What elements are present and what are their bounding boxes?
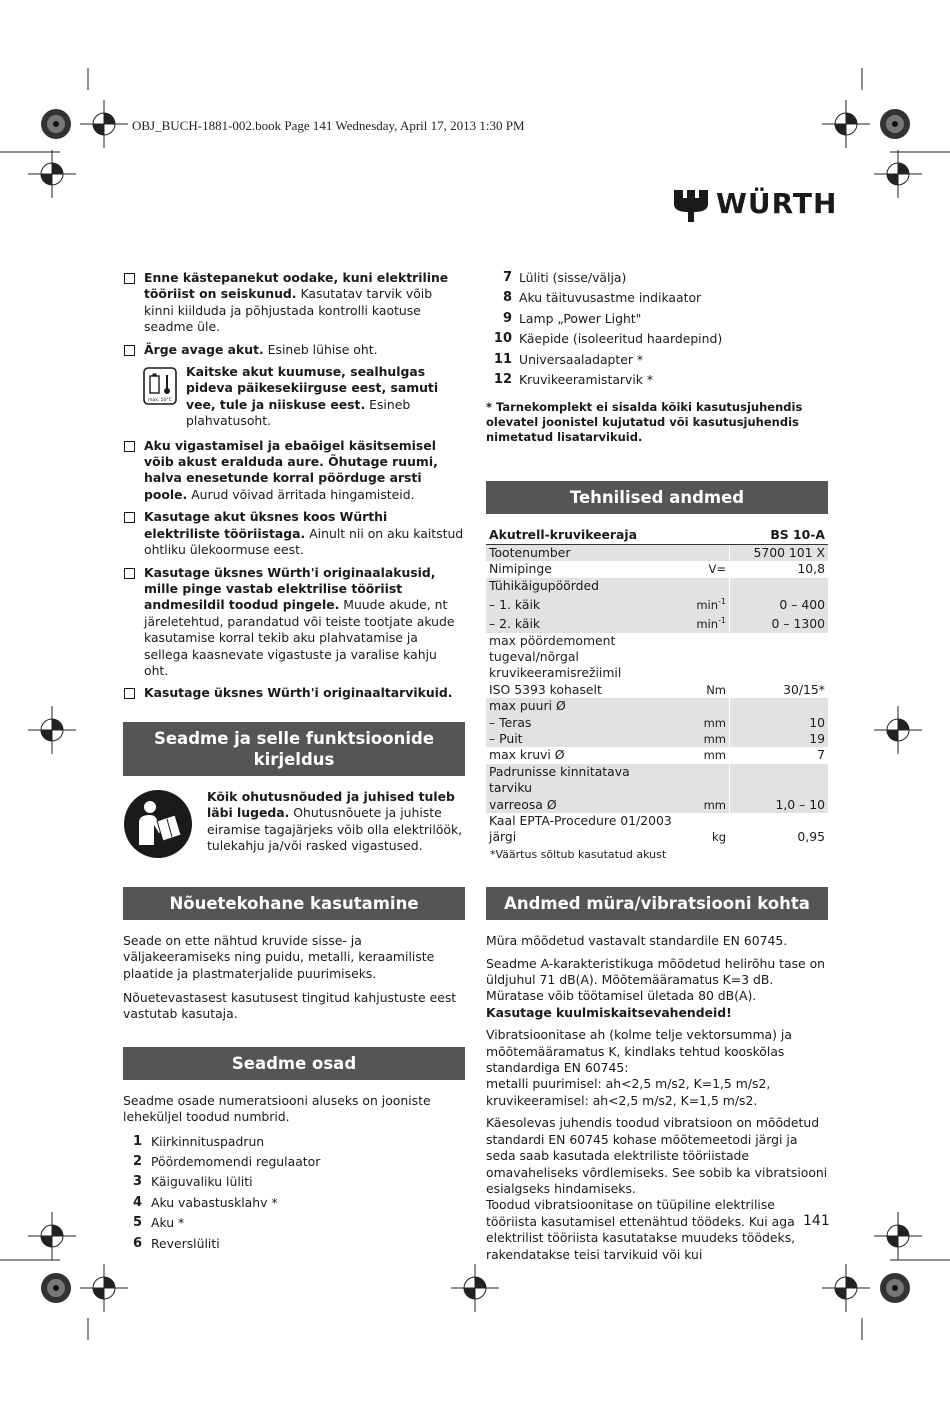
noise-standard: Müra mõõdetud vastavalt standardile EN 60745. <box>486 933 788 949</box>
checkbox-bullet-icon <box>124 345 135 356</box>
read-instructions-notice <box>123 789 465 861</box>
table-row <box>486 829 828 845</box>
item-number: 12 <box>493 372 512 388</box>
checkbox-bullet-icon <box>124 512 135 523</box>
vibration-usage: Toodud vibratsioonitase on tüüpiline elektrilise tööriista kasutamisel ettenähtud töödeks. Kui aga elektrilist tööriista kasutatakse muudeks töödeks, rakendatakse teisi tarvikuid või kui <box>486 1197 796 1262</box>
item-number: 3 <box>133 1174 143 1190</box>
table-row <box>486 682 828 698</box>
item-number: 6 <box>133 1235 143 1251</box>
row-label: Kaal EPTA-Procedure 01/2003 <box>489 813 672 828</box>
safety-bullet <box>123 685 465 701</box>
bullet-bold: Kasutage üksnes Würth'i originaaltarvikuid. <box>144 685 453 701</box>
row-value: 10 <box>730 715 829 731</box>
item-label: Kruvikeeramistarvik * <box>519 372 654 388</box>
table-row <box>486 731 828 747</box>
read-manual-icon <box>123 789 193 859</box>
table-row <box>486 578 828 594</box>
row-value: 7 <box>730 747 829 763</box>
row-value: 0 – 1300 <box>730 613 829 632</box>
bullet-text: Esineb lühise oht. <box>263 341 378 357</box>
item-label: Kiirkinnituspadrun <box>151 1133 265 1149</box>
row-label: järgi <box>489 829 517 845</box>
item-label: Käiguvaliku lüliti <box>151 1174 253 1190</box>
list-item <box>486 352 828 368</box>
vibration-intro: Vibratsioonitase ah (kolme telje vektorsumma) ja mõõtemääramatus K, kindlaks tehtud kooskõlas standardiga EN 60745: <box>486 1027 792 1076</box>
page-number: 141 <box>803 1213 830 1229</box>
warning-text: Esineb plahvatusoht. <box>186 396 411 429</box>
table-row <box>486 797 828 813</box>
noise-exceed: Müratase võib töötamisel ületada 80 dB(A). <box>486 988 757 1004</box>
row-label: Nimipinge <box>489 561 552 577</box>
row-unit: Nm <box>706 682 726 697</box>
icon-label: max. 50°C <box>148 398 172 404</box>
safety-bullet <box>123 342 465 358</box>
item-label: Käepide (isoleeritud haardepind) <box>519 331 723 347</box>
row-value: 0 – 400 <box>730 594 829 613</box>
table-header-row <box>486 527 828 544</box>
section-heading-noise-vibration: Andmed müra/vibratsiooni kohta <box>486 887 828 920</box>
row-value: 30/15* <box>730 682 829 698</box>
wurth-logo-icon <box>674 188 708 222</box>
row-label: varreosa Ø <box>486 797 678 813</box>
checkbox-bullet-icon <box>124 568 135 579</box>
item-number: 2 <box>133 1154 143 1169</box>
row-label: Tühikäigupöörded <box>486 578 678 594</box>
table-footnote: *Väärtus sõltub kasutatud akust <box>490 847 667 861</box>
row-unit: $\min^{-1}$ <box>678 613 730 632</box>
wurth-logo <box>674 187 838 224</box>
read-bold: Kõik ohutusnõuded ja juhised tuleb läbi lugeda. <box>207 788 455 821</box>
battery-temperature-warning-icon <box>143 367 177 405</box>
row-label: ISO 5393 kohaselt <box>489 681 602 697</box>
row-unit: mm <box>678 731 730 747</box>
table-row <box>486 715 828 731</box>
item-label: Aku täituvusastme indikaator <box>519 290 702 306</box>
row-unit: $\min^{-1}$ <box>678 594 730 613</box>
table-row <box>486 544 828 561</box>
parts-intro: Seadme osade numeratsiooni aluseks on jooniste leheküljel toodud numbrid. <box>123 1092 431 1125</box>
item-label: Lamp „Power Light" <box>519 310 642 326</box>
list-item <box>486 311 828 327</box>
table-header-label: Akutrell-kruvikeeraja <box>486 527 678 544</box>
table-row <box>486 764 828 797</box>
table-header-model: BS 10-A <box>730 527 829 544</box>
accessories-footnote: * Tarnekomplekt ei sisalda kõiki kasutusjuhendis olevatel joonistel kujutatud või kasutusjuhendis nimetatud lisatarvikuid. <box>486 400 803 445</box>
item-number: 10 <box>493 331 512 347</box>
bullet-text: Muude akude, nt järeletehtud, parandatud või teiste tootjate akude kasutamise korral tekib aku plahvatamise ja sellega kaasnevate vigastuste ja varalise kahju oht. <box>144 597 455 678</box>
table-row <box>486 813 828 829</box>
item-number: 1 <box>133 1133 143 1149</box>
heat-warning <box>123 364 465 430</box>
item-label: Reverslüliti <box>151 1235 220 1251</box>
row-value: 0,95 <box>730 829 829 845</box>
item-number: 5 <box>133 1215 143 1231</box>
item-label: Aku vabastusklahv * <box>151 1194 278 1210</box>
row-value: 1,0 – 10 <box>730 797 829 813</box>
noise-level: Seadme A-karakteristikuga mõõdetud helirõhu tase on üldjuhul 71 dB(A). Mõõtemääramatus K=3 dB. <box>486 955 826 988</box>
read-text: Ohutusnõuete ja juhiste eiramise tagajärjeks võib olla elektrilöök, tulekahju ja/või rasked vigastused. <box>207 805 463 853</box>
liability-paragraph: Nõuetevastasest kasutusest tingitud kahjustuste eest vastutab kasutaja. <box>123 989 457 1022</box>
list-item <box>133 1195 465 1211</box>
section-heading-description: Seadme ja selle funktsioonide kirjeldus <box>123 722 465 776</box>
vibration-screwdriving: kruvikeeramisel: ah<2,5 m/s2, K=1,5 m/s2. <box>486 1092 758 1108</box>
checkbox-bullet-icon <box>124 441 135 452</box>
row-label: max kruvi Ø <box>489 747 565 763</box>
row-label: Tootenumber <box>486 544 678 561</box>
technical-data-table <box>486 527 828 845</box>
list-item <box>133 1236 465 1252</box>
list-item <box>486 331 828 347</box>
section-heading-intended-use: Nõuetekohane kasutamine <box>123 887 465 920</box>
intended-use-paragraph: Seade on ette nähtud kruvide sisse- ja väljakeeramiseks ning puidu, metalli, keraamiliste plaatide ja plastmaterjalide puurimiseks. <box>123 932 435 981</box>
bullet-text: Aurud võivad ärritada hingamisteid. <box>187 486 415 502</box>
row-unit: V= <box>708 562 726 577</box>
bullet-bold: Kasutage üksnes Würth'i originaalakusid, mille pinge vastab elektrilise tööriist andmesildil toodud pingele. <box>144 564 436 613</box>
list-item <box>486 372 828 388</box>
row-value: 19 <box>730 731 829 747</box>
table-row <box>486 633 828 682</box>
table-row <box>486 561 828 577</box>
item-label: Lüliti (sisse/välja) <box>519 270 627 285</box>
warning-bold: Kaitske akut kuumuse, sealhulgas pideva päikesekiirguse eest, samuti vee, tule ja niiskuse eest. <box>186 364 439 412</box>
list-item <box>486 270 828 286</box>
table-row <box>486 747 828 763</box>
row-label: Padrunisse kinnitatava tarviku <box>486 764 678 797</box>
row-value: 10,8 <box>730 561 829 577</box>
bullet-text: Ainult nii on aku kaitstud ohtliku ülekoormuse eest. <box>144 525 464 558</box>
item-number: 11 <box>493 351 512 367</box>
table-row <box>486 613 828 632</box>
vibration-drilling: metalli puurimisel: ah<2,5 m/s2, K=1,5 m/s2, <box>486 1076 771 1092</box>
item-label: Universaaladapter * <box>519 351 644 367</box>
table-row <box>486 594 828 613</box>
bullet-bold: Ärge avage akut. <box>144 341 264 357</box>
table-row <box>486 698 828 714</box>
row-unit: mm <box>703 748 726 763</box>
bullet-bold: Kasutage akut üksnes koos Würthi elektriliste tööriistaga. <box>144 509 388 541</box>
row-label: – Teras <box>486 715 678 731</box>
row-label: max puuri Ø <box>486 698 678 714</box>
list-item <box>133 1134 465 1150</box>
safety-bullet <box>123 509 465 558</box>
bullet-bold: Aku vigastamisel ja ebaõigel käsitsemisel võib akust eralduda aure. Õhutage ruumi, halva enesetunde korral pöörduge arsti poole. <box>144 437 438 502</box>
row-value: 5700 101 X <box>730 544 829 561</box>
section-heading-technical-data: Tehnilised andmed <box>486 481 828 514</box>
bullet-bold: Enne kästepanekut oodake, kuni elektriline tööriist on seiskunud. <box>144 270 449 302</box>
hearing-protection-notice: Kasutage kuulmiskaitsevahendeid! <box>486 1004 732 1020</box>
list-item <box>133 1154 465 1170</box>
section-heading-parts: Seadme osad <box>123 1047 465 1080</box>
item-label: Aku * <box>151 1215 185 1231</box>
checkbox-bullet-icon <box>124 273 135 284</box>
item-number: 9 <box>502 310 512 326</box>
list-item <box>486 290 828 306</box>
row-label: – Puit <box>486 731 678 747</box>
item-number: 4 <box>133 1194 143 1210</box>
safety-bullet <box>123 565 465 680</box>
list-item <box>133 1174 465 1190</box>
safety-bullet <box>123 270 465 336</box>
print-header: OBJ_BUCH-1881-002.book Page 141 Wednesday, April 17, 2013 1:30 PM <box>132 118 525 133</box>
row-unit: mm <box>678 797 730 813</box>
right-column <box>486 270 828 1263</box>
item-label: Pöördemomendi regulaator <box>151 1154 321 1169</box>
vibration-measurement: Käesolevas juhendis toodud vibratsioon on mõõdetud standardi EN 60745 kohase mõõtemeetodi järgi ja seda saab kasutada elektriliste tööriistade omavaheliseks võrdlemiseks. See sobib ka vibratsiooni esialgseks hindamiseks. <box>486 1115 828 1196</box>
row-label: max pöördemoment tugeval/nõrgal kruvikeeramisrežiimil <box>489 632 622 681</box>
row-label: – 2. käik <box>486 613 678 632</box>
safety-bullet <box>123 438 465 504</box>
left-column <box>123 270 465 1256</box>
brand-name: WÜRTH <box>716 187 838 220</box>
checkbox-bullet-icon <box>124 688 135 699</box>
row-unit: kg <box>712 830 726 845</box>
row-label: – 1. käik <box>486 594 678 613</box>
row-unit <box>678 544 730 561</box>
row-unit: mm <box>678 715 730 731</box>
bullet-text: Kasutatav tarvik võib kinni kiilduda ja põhjustada kontrolli kaotuse seadme üle. <box>144 286 433 335</box>
item-number: 7 <box>502 270 512 285</box>
list-item <box>133 1215 465 1231</box>
item-number: 8 <box>502 290 512 306</box>
